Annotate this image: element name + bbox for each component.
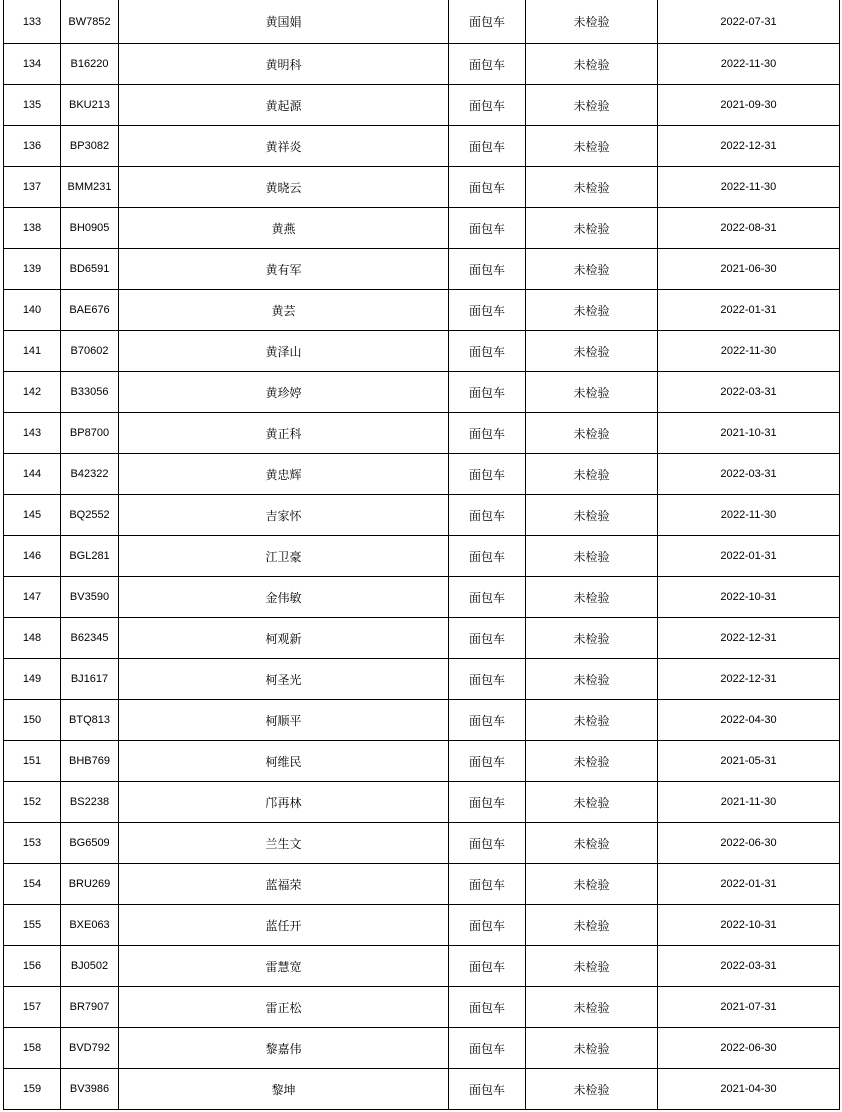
expiry-date-cell: 2022-01-31	[658, 536, 840, 577]
expiry-date-cell: 2022-10-31	[658, 577, 840, 618]
table-row	[4, 167, 840, 208]
table-row	[4, 126, 840, 167]
table-row	[4, 577, 840, 618]
row-number-cell: 159	[4, 1069, 61, 1110]
plate-number-cell: B16220	[61, 44, 119, 85]
table-row	[4, 0, 840, 44]
row-number-cell: 155	[4, 905, 61, 946]
vehicle-type-cell: 面包车	[449, 413, 526, 454]
plate-number-cell: BD6591	[61, 249, 119, 290]
vehicle-type-cell: 面包车	[449, 331, 526, 372]
row-number-cell: 157	[4, 987, 61, 1028]
table-row	[4, 413, 840, 454]
plate-number-cell: BJ0502	[61, 946, 119, 987]
table-row	[4, 249, 840, 290]
plate-number-cell: BW7852	[61, 0, 119, 44]
table-row	[4, 1069, 840, 1110]
row-number-cell: 156	[4, 946, 61, 987]
plate-number-cell: BQ2552	[61, 495, 119, 536]
plate-number-cell: BR7907	[61, 987, 119, 1028]
expiry-date-cell: 2022-08-31	[658, 208, 840, 249]
row-number-cell: 152	[4, 782, 61, 823]
inspection-status-cell: 未检验	[526, 454, 658, 495]
plate-number-cell: BKU213	[61, 85, 119, 126]
plate-number-cell: B70602	[61, 331, 119, 372]
owner-name-cell: 江卫豪	[119, 536, 449, 577]
vehicle-type-cell: 面包车	[449, 167, 526, 208]
table-row	[4, 454, 840, 495]
plate-number-cell: BG6509	[61, 823, 119, 864]
table-row	[4, 659, 840, 700]
owner-name-cell: 黄正科	[119, 413, 449, 454]
table-row	[4, 823, 840, 864]
expiry-date-cell: 2022-06-30	[658, 823, 840, 864]
expiry-date-cell: 2022-10-31	[658, 905, 840, 946]
expiry-date-cell: 2021-09-30	[658, 85, 840, 126]
vehicle-inspection-table	[3, 0, 840, 1110]
expiry-date-cell: 2022-12-31	[658, 126, 840, 167]
row-number-cell: 137	[4, 167, 61, 208]
plate-number-cell: BS2238	[61, 782, 119, 823]
vehicle-type-cell: 面包车	[449, 0, 526, 44]
plate-number-cell: B42322	[61, 454, 119, 495]
plate-number-cell: BV3590	[61, 577, 119, 618]
table-body	[4, 0, 840, 1110]
vehicle-type-cell: 面包车	[449, 44, 526, 85]
row-number-cell: 143	[4, 413, 61, 454]
inspection-status-cell: 未检验	[526, 659, 658, 700]
vehicle-type-cell: 面包车	[449, 126, 526, 167]
table-row	[4, 864, 840, 905]
inspection-status-cell: 未检验	[526, 372, 658, 413]
expiry-date-cell: 2022-01-31	[658, 290, 840, 331]
owner-name-cell: 黄国娟	[119, 0, 449, 44]
inspection-status-cell: 未检验	[526, 1069, 658, 1110]
inspection-status-cell: 未检验	[526, 946, 658, 987]
owner-name-cell: 黎坤	[119, 1069, 449, 1110]
vehicle-type-cell: 面包车	[449, 987, 526, 1028]
plate-number-cell: BH0905	[61, 208, 119, 249]
expiry-date-cell: 2022-11-30	[658, 167, 840, 208]
row-number-cell: 135	[4, 85, 61, 126]
vehicle-type-cell: 面包车	[449, 823, 526, 864]
inspection-status-cell: 未检验	[526, 782, 658, 823]
table-row	[4, 208, 840, 249]
vehicle-type-cell: 面包车	[449, 249, 526, 290]
owner-name-cell: 蓝福荣	[119, 864, 449, 905]
vehicle-type-cell: 面包车	[449, 782, 526, 823]
vehicle-type-cell: 面包车	[449, 864, 526, 905]
inspection-status-cell: 未检验	[526, 1028, 658, 1069]
owner-name-cell: 邝再林	[119, 782, 449, 823]
expiry-date-cell: 2022-01-31	[658, 864, 840, 905]
owner-name-cell: 雷慧宽	[119, 946, 449, 987]
expiry-date-cell: 2022-03-31	[658, 946, 840, 987]
expiry-date-cell: 2022-07-31	[658, 0, 840, 44]
inspection-status-cell: 未检验	[526, 905, 658, 946]
table-row	[4, 1028, 840, 1069]
row-number-cell: 136	[4, 126, 61, 167]
plate-number-cell: B62345	[61, 618, 119, 659]
owner-name-cell: 黄晓云	[119, 167, 449, 208]
inspection-status-cell: 未检验	[526, 700, 658, 741]
owner-name-cell: 黄珍婷	[119, 372, 449, 413]
inspection-status-cell: 未检验	[526, 44, 658, 85]
vehicle-type-cell: 面包车	[449, 700, 526, 741]
plate-number-cell: B33056	[61, 372, 119, 413]
inspection-status-cell: 未检验	[526, 126, 658, 167]
inspection-status-cell: 未检验	[526, 864, 658, 905]
owner-name-cell: 柯圣光	[119, 659, 449, 700]
row-number-cell: 138	[4, 208, 61, 249]
vehicle-type-cell: 面包车	[449, 1028, 526, 1069]
vehicle-type-cell: 面包车	[449, 1069, 526, 1110]
inspection-status-cell: 未检验	[526, 495, 658, 536]
table-row	[4, 905, 840, 946]
vehicle-type-cell: 面包车	[449, 536, 526, 577]
table-row	[4, 495, 840, 536]
owner-name-cell: 金伟敏	[119, 577, 449, 618]
plate-number-cell: BV3986	[61, 1069, 119, 1110]
row-number-cell: 147	[4, 577, 61, 618]
table-row	[4, 700, 840, 741]
owner-name-cell: 柯观新	[119, 618, 449, 659]
expiry-date-cell: 2022-06-30	[658, 1028, 840, 1069]
expiry-date-cell: 2021-04-30	[658, 1069, 840, 1110]
expiry-date-cell: 2022-04-30	[658, 700, 840, 741]
owner-name-cell: 蓝任开	[119, 905, 449, 946]
vehicle-type-cell: 面包车	[449, 208, 526, 249]
vehicle-type-cell: 面包车	[449, 905, 526, 946]
owner-name-cell: 黄芸	[119, 290, 449, 331]
inspection-status-cell: 未检验	[526, 577, 658, 618]
row-number-cell: 153	[4, 823, 61, 864]
table-row	[4, 536, 840, 577]
row-number-cell: 149	[4, 659, 61, 700]
row-number-cell: 145	[4, 495, 61, 536]
plate-number-cell: BJ1617	[61, 659, 119, 700]
plate-number-cell: BP8700	[61, 413, 119, 454]
inspection-status-cell: 未检验	[526, 249, 658, 290]
expiry-date-cell: 2022-12-31	[658, 618, 840, 659]
vehicle-type-cell: 面包车	[449, 85, 526, 126]
owner-name-cell: 黄燕	[119, 208, 449, 249]
owner-name-cell: 柯顺平	[119, 700, 449, 741]
expiry-date-cell: 2022-03-31	[658, 454, 840, 495]
row-number-cell: 158	[4, 1028, 61, 1069]
row-number-cell: 144	[4, 454, 61, 495]
owner-name-cell: 黄起源	[119, 85, 449, 126]
vehicle-type-cell: 面包车	[449, 659, 526, 700]
expiry-date-cell: 2022-11-30	[658, 44, 840, 85]
expiry-date-cell: 2021-10-31	[658, 413, 840, 454]
expiry-date-cell: 2022-03-31	[658, 372, 840, 413]
table-row	[4, 618, 840, 659]
table-row	[4, 987, 840, 1028]
expiry-date-cell: 2022-11-30	[658, 331, 840, 372]
plate-number-cell: BXE063	[61, 905, 119, 946]
vehicle-type-cell: 面包车	[449, 495, 526, 536]
table-row	[4, 331, 840, 372]
inspection-status-cell: 未检验	[526, 413, 658, 454]
vehicle-type-cell: 面包车	[449, 946, 526, 987]
table-row	[4, 741, 840, 782]
row-number-cell: 142	[4, 372, 61, 413]
table-row	[4, 782, 840, 823]
inspection-status-cell: 未检验	[526, 167, 658, 208]
expiry-date-cell: 2022-11-30	[658, 495, 840, 536]
row-number-cell: 134	[4, 44, 61, 85]
plate-number-cell: BRU269	[61, 864, 119, 905]
vehicle-type-cell: 面包车	[449, 372, 526, 413]
inspection-status-cell: 未检验	[526, 290, 658, 331]
row-number-cell: 148	[4, 618, 61, 659]
row-number-cell: 151	[4, 741, 61, 782]
owner-name-cell: 雷正松	[119, 987, 449, 1028]
plate-number-cell: BTQ813	[61, 700, 119, 741]
row-number-cell: 150	[4, 700, 61, 741]
expiry-date-cell: 2021-06-30	[658, 249, 840, 290]
table-row	[4, 44, 840, 85]
plate-number-cell: BVD792	[61, 1028, 119, 1069]
expiry-date-cell: 2022-12-31	[658, 659, 840, 700]
vehicle-type-cell: 面包车	[449, 741, 526, 782]
owner-name-cell: 黄忠辉	[119, 454, 449, 495]
plate-number-cell: BAE676	[61, 290, 119, 331]
owner-name-cell: 黄有军	[119, 249, 449, 290]
owner-name-cell: 兰生文	[119, 823, 449, 864]
table-row	[4, 946, 840, 987]
row-number-cell: 139	[4, 249, 61, 290]
inspection-status-cell: 未检验	[526, 536, 658, 577]
plate-number-cell: BP3082	[61, 126, 119, 167]
table-row	[4, 372, 840, 413]
owner-name-cell: 柯维民	[119, 741, 449, 782]
row-number-cell: 154	[4, 864, 61, 905]
expiry-date-cell: 2021-11-30	[658, 782, 840, 823]
expiry-date-cell: 2021-05-31	[658, 741, 840, 782]
row-number-cell: 141	[4, 331, 61, 372]
owner-name-cell: 黎嘉伟	[119, 1028, 449, 1069]
owner-name-cell: 吉家怀	[119, 495, 449, 536]
plate-number-cell: BMM231	[61, 167, 119, 208]
table-row	[4, 290, 840, 331]
row-number-cell: 133	[4, 0, 61, 44]
vehicle-type-cell: 面包车	[449, 290, 526, 331]
row-number-cell: 146	[4, 536, 61, 577]
inspection-status-cell: 未检验	[526, 331, 658, 372]
expiry-date-cell: 2021-07-31	[658, 987, 840, 1028]
plate-number-cell: BGL281	[61, 536, 119, 577]
plate-number-cell: BHB769	[61, 741, 119, 782]
table-row	[4, 85, 840, 126]
inspection-status-cell: 未检验	[526, 741, 658, 782]
inspection-status-cell: 未检验	[526, 208, 658, 249]
inspection-status-cell: 未检验	[526, 85, 658, 126]
vehicle-type-cell: 面包车	[449, 618, 526, 659]
inspection-status-cell: 未检验	[526, 823, 658, 864]
inspection-status-cell: 未检验	[526, 0, 658, 44]
owner-name-cell: 黄泽山	[119, 331, 449, 372]
row-number-cell: 140	[4, 290, 61, 331]
vehicle-type-cell: 面包车	[449, 577, 526, 618]
inspection-status-cell: 未检验	[526, 987, 658, 1028]
inspection-status-cell: 未检验	[526, 618, 658, 659]
vehicle-type-cell: 面包车	[449, 454, 526, 495]
owner-name-cell: 黄明科	[119, 44, 449, 85]
owner-name-cell: 黄祥炎	[119, 126, 449, 167]
